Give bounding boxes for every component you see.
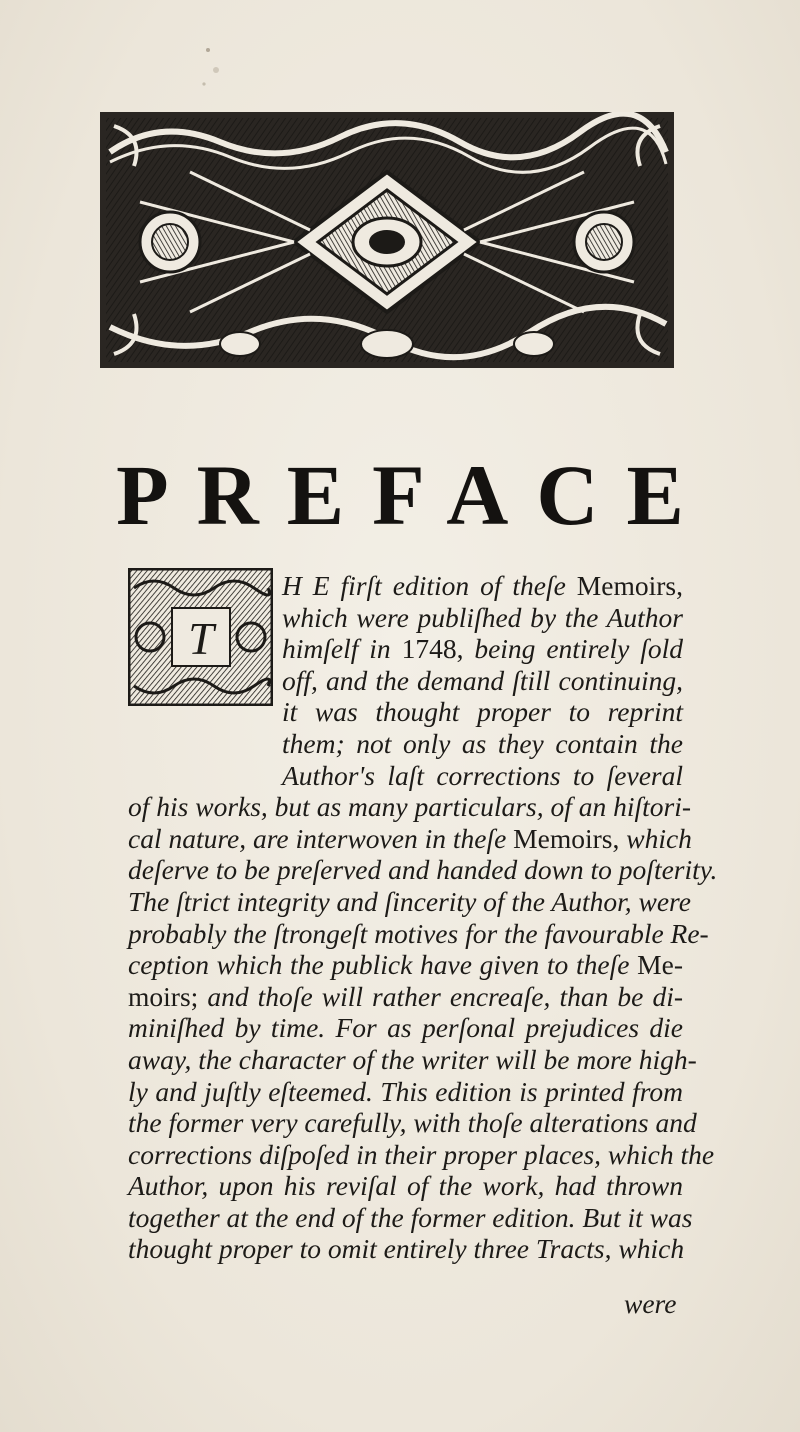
text-line — [282, 760, 683, 792]
text-line — [128, 981, 683, 1013]
preface-body — [128, 570, 718, 1265]
text-segment: and thoſe will rather encreaſe, than be di- — [198, 980, 683, 1012]
text-segment: off, and the demand ſtill continuing, — [282, 664, 683, 696]
text-line — [128, 917, 709, 950]
text-segment: probably the ſtrongeſt motives for the favourable Re- — [128, 917, 709, 949]
text-segment: Author's laſt corrections to ſeveral — [282, 759, 683, 791]
text-line — [128, 1138, 715, 1171]
text-line — [282, 728, 683, 760]
text-segment: the former very carefully, with thoſe alterations and — [128, 1107, 697, 1139]
text-segment: 1748, — [401, 633, 464, 665]
paper-stain — [196, 40, 236, 100]
text-line — [128, 1012, 683, 1044]
text-line — [128, 1076, 683, 1108]
page-title: PREFACE — [116, 447, 712, 543]
text-segment: thought proper to omit entirely three Tracts, which — [128, 1233, 685, 1265]
text-line — [128, 949, 683, 981]
text-line — [282, 570, 683, 602]
text-segment: which were publiſhed by the Author — [282, 601, 683, 633]
text-segment: them; not only as they contain the — [282, 727, 683, 759]
text-segment: together at the end of the former edition. But it was — [128, 1201, 693, 1233]
text-segment: Me- — [637, 949, 683, 981]
text-line — [128, 822, 692, 855]
text-segment: firſt edition of theſe — [340, 570, 577, 601]
text-segment: himſelf in — [282, 633, 402, 665]
text-line — [128, 1107, 697, 1139]
text-segment: miniſhed by time. For as perſonal prejudices die — [128, 1012, 683, 1044]
text-line — [128, 791, 692, 823]
text-segment: Memoirs, — [576, 570, 683, 601]
text-line — [282, 602, 683, 634]
text-line — [128, 1170, 683, 1202]
text-segment: Author, upon his reviſal of the work, had thrown — [128, 1170, 683, 1202]
text-segment: corrections diſpoſed in their proper places, which the — [128, 1138, 715, 1170]
text-line — [128, 854, 718, 886]
text-line — [282, 633, 683, 665]
drop-cap-letter: T — [188, 613, 214, 664]
text-line — [128, 1201, 693, 1234]
text-segment: moirs; — [128, 980, 199, 1012]
text-segment: Memoirs, — [513, 822, 620, 854]
headpiece-ornament — [100, 112, 674, 368]
text-segment: ly and juſtly eſteemed. This edition is printed from — [128, 1075, 683, 1107]
text-segment: ception which the publick have given to theſe — [128, 949, 638, 981]
text-segment: being entirely ſold — [463, 633, 683, 665]
text-segment: deſerve to be preſerved and handed down to poſterity. — [128, 854, 718, 886]
text-segment: which — [619, 822, 692, 854]
text-line — [128, 885, 691, 918]
text-segment: it was thought proper to reprint — [282, 696, 683, 728]
text-segment: The ſtrict integrity and ſincerity of the Author, were — [128, 885, 691, 917]
text-segment: away, the character of the writer will be more high- — [128, 1043, 697, 1075]
text-line — [282, 696, 683, 728]
text-line — [128, 1043, 697, 1076]
text-segment: H E — [282, 570, 341, 601]
text-line — [128, 1233, 683, 1265]
catchword: were — [624, 1288, 677, 1319]
text-segment: cal nature, are interwoven in theſe — [128, 822, 514, 854]
text-line — [282, 665, 683, 697]
text-segment: of his works, but as many particulars, of an hiſtori- — [128, 791, 692, 823]
